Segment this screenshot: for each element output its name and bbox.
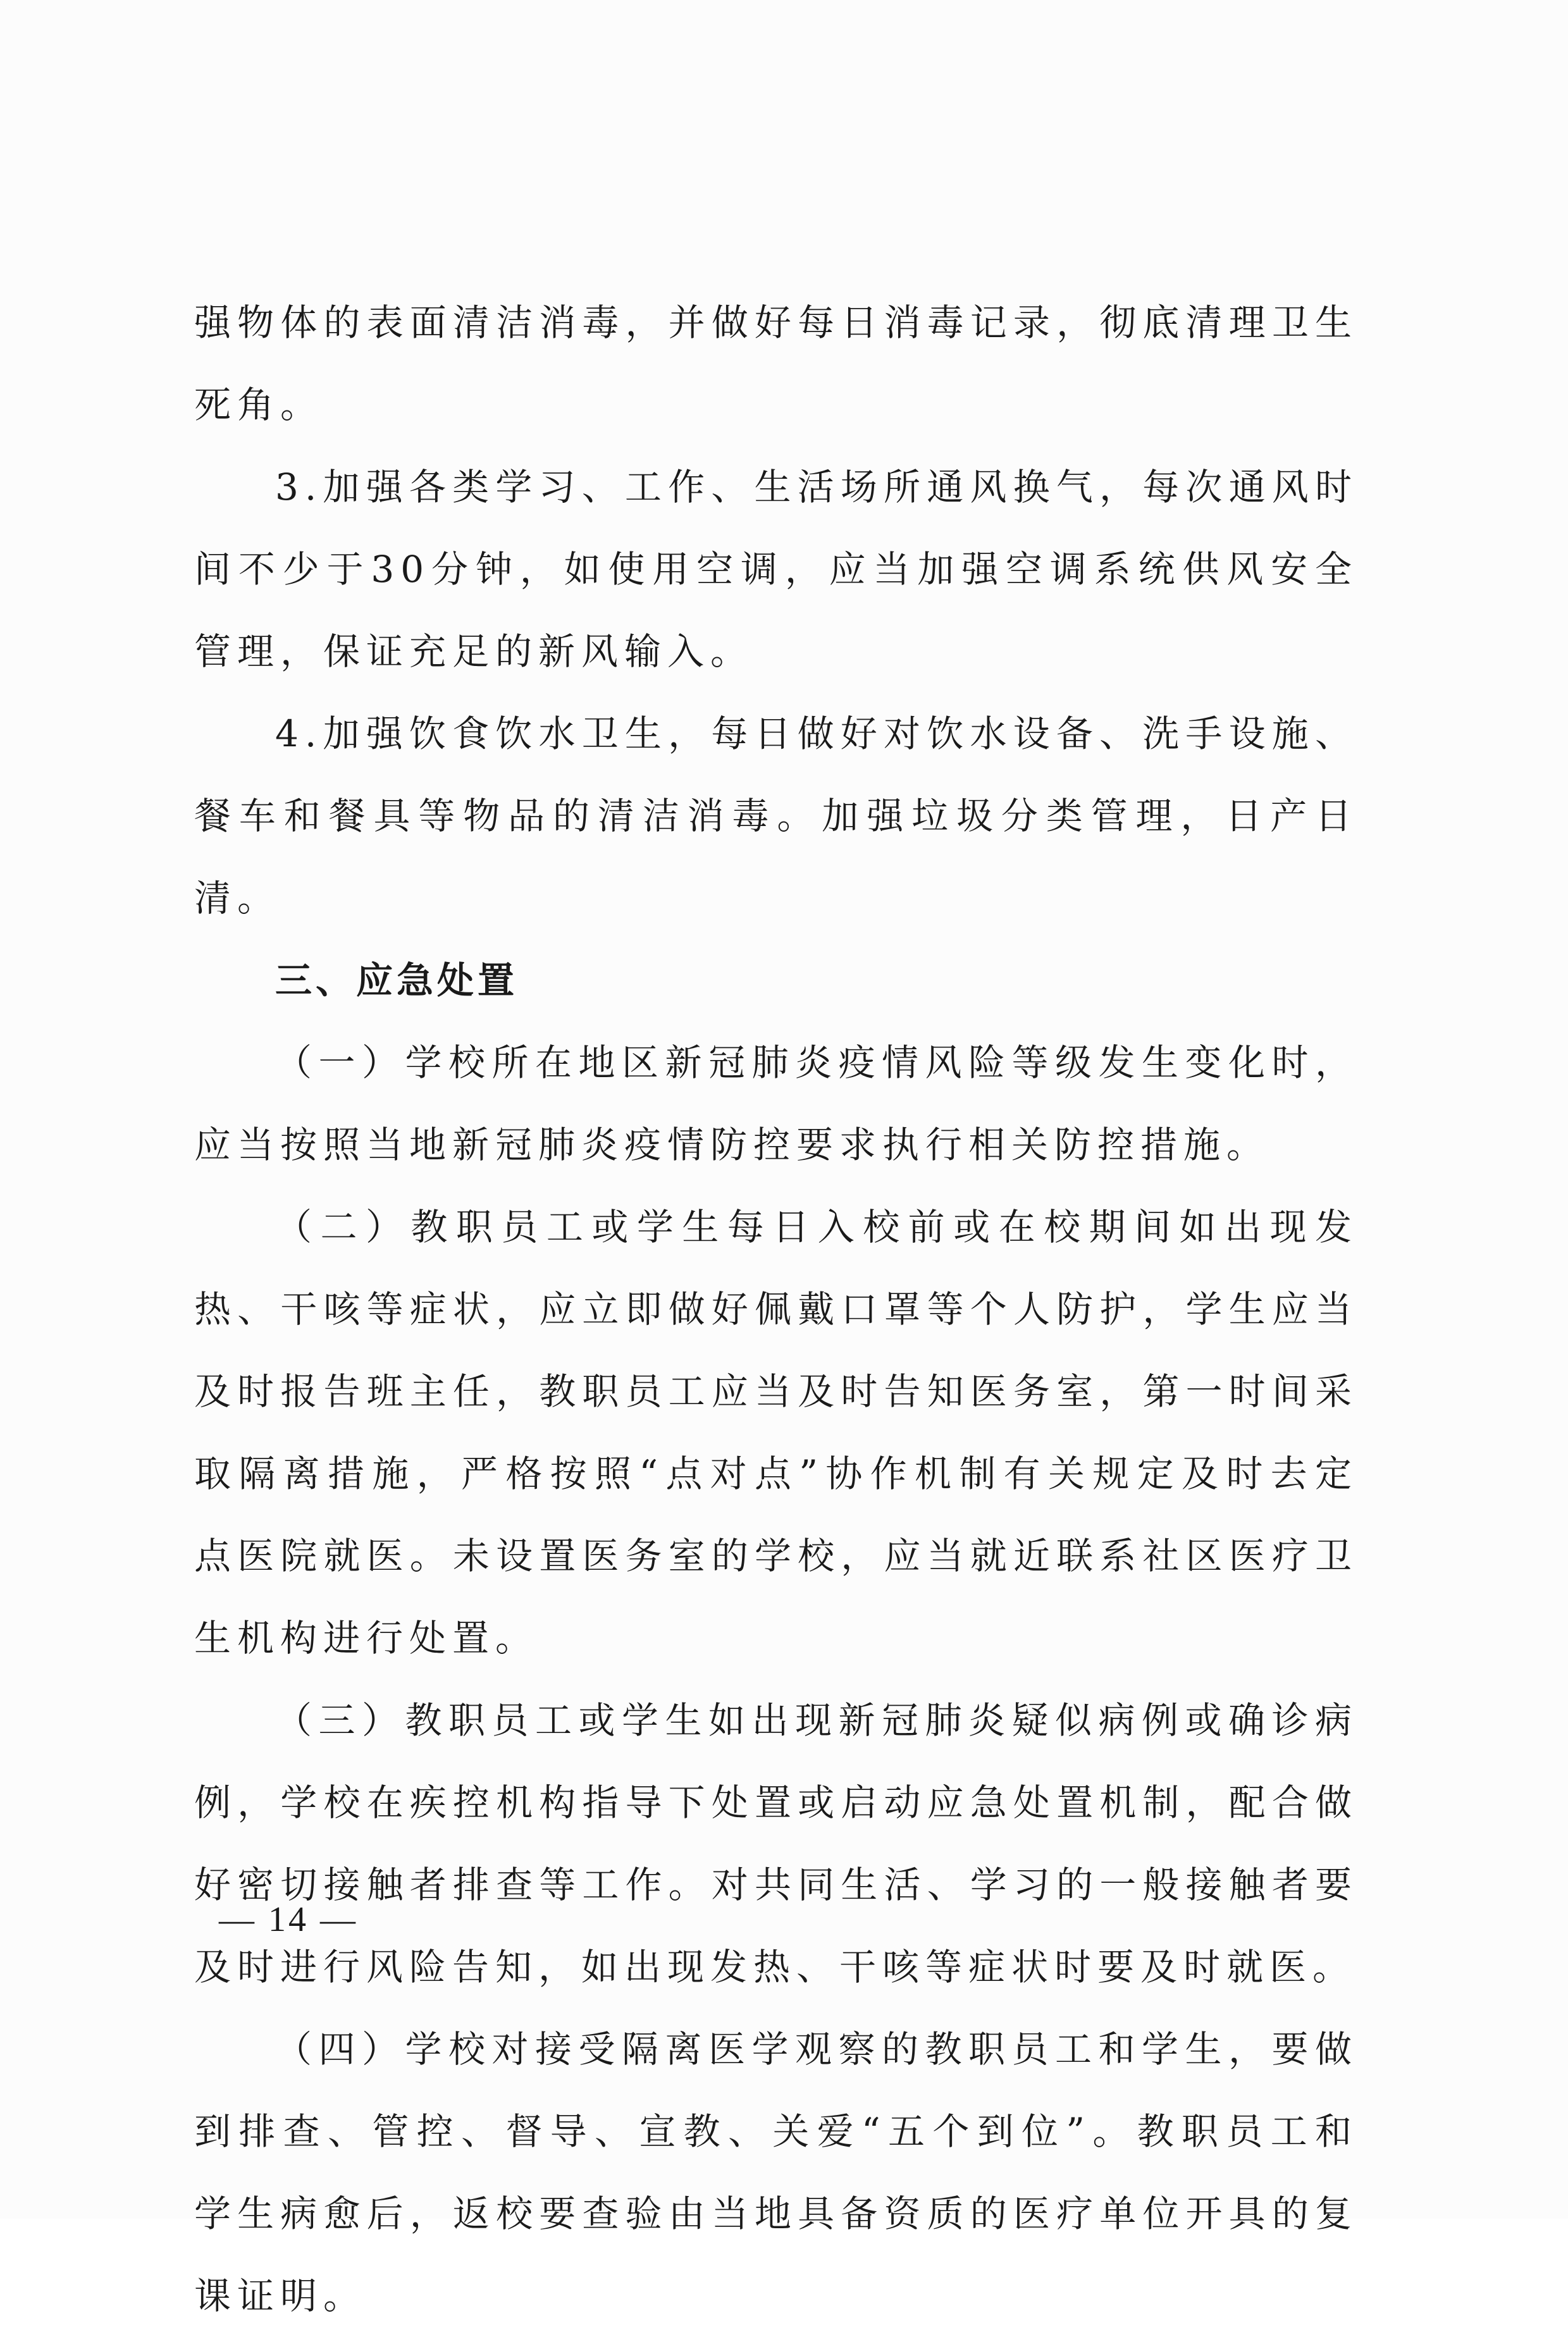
document-body: [194, 281, 1358, 2337]
page-number: — 14 —: [219, 1900, 358, 1939]
paragraph-item-3: 3.加强各类学习、工作、生活场所通风换气，每次通风时间不少于30分钟，如使用空调，应当加强空调系统供风安全管理，保证充足的新风输入。: [194, 466, 1358, 673]
section-heading: 三、应急处置: [275, 959, 519, 1002]
paragraph-section-3: （三）教职员工或学生如出现新冠肺炎疑似病例或确诊病例，学校在疾控机构指导下处置或启动应急处置机制，配合做好密切接触者排查等工作。对共同生活、学习的一般接触者要及时进行风险告知，如出现发热、干咳等症状时要及时就医。: [194, 1699, 1358, 1989]
paragraph-section-1: （一）学校所在地区新冠肺炎疫情风险等级发生变化时，应当按照当地新冠肺炎疫情防控要求执行相关防控措施。: [194, 1041, 1358, 1166]
paragraph-continued: 强物体的表面清洁消毒，并做好每日消毒记录，彻底清理卫生死角。: [194, 301, 1358, 426]
paragraph-section-2: （二）教职员工或学生每日入校前或在校期间如出现发热、干咳等症状，应立即做好佩戴口罩等个人防护，学生应当及时报告班主任，教职员工应当及时告知医务室，第一时间采取隔离措施，严格按照“点对点”协作机制有关规定及时去定点医院就医。未设置医务室的学校，应当就近联系社区医疗卫生机构进行处置。: [194, 1205, 1358, 1660]
paragraph-section-4: （四）学校对接受隔离医学观察的教职员工和学生，要做到排查、管控、督导、宣教、关爱“五个到位”。教职员工和学生病愈后，返校要查验由当地具备资质的医疗单位开具的复课证明。: [194, 2028, 1358, 2317]
paragraph-item-4: 4.加强饮食饮水卫生，每日做好对饮水设备、洗手设施、餐车和餐具等物品的清洁消毒。加强垃圾分类管理，日产日清。: [194, 712, 1358, 920]
